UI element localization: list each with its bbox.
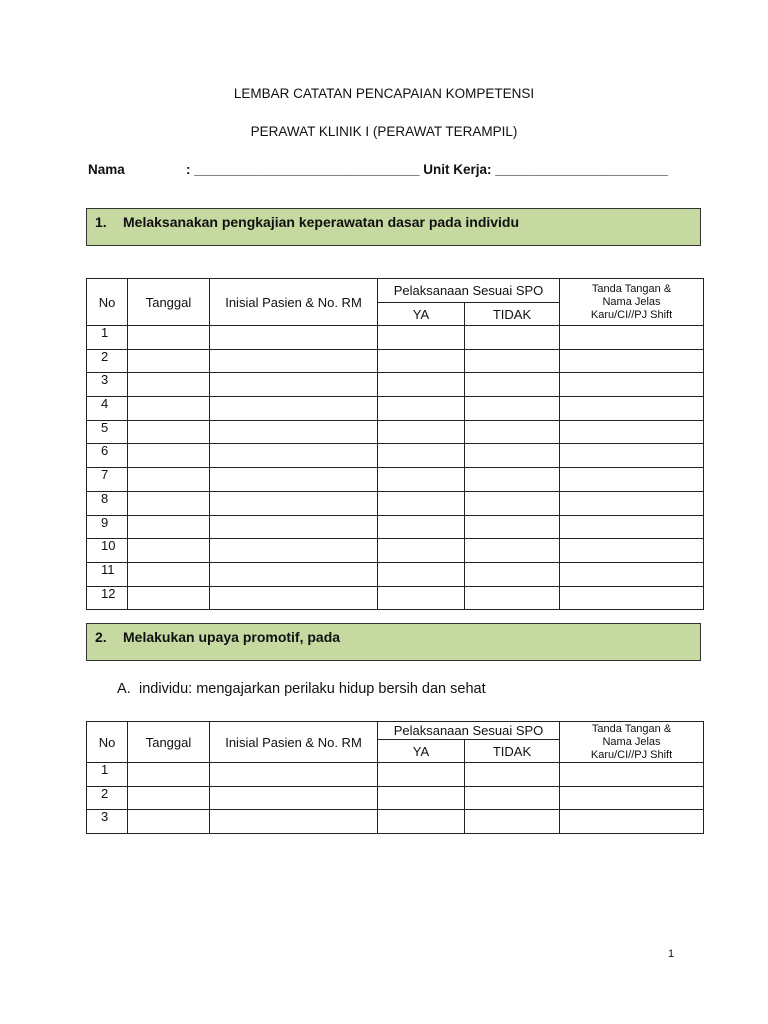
- unit-field[interactable]: : _______________________: [487, 162, 668, 177]
- section-2-heading: [86, 623, 701, 661]
- tidak-cell[interactable]: [465, 397, 560, 421]
- tanda-cell[interactable]: [560, 397, 704, 421]
- table-row: [87, 373, 704, 397]
- tanggal-cell[interactable]: [128, 491, 210, 515]
- header-pelaksanaan: Pelaksanaan Sesuai SPO: [378, 722, 560, 740]
- tanggal-cell[interactable]: [128, 810, 210, 834]
- tidak-cell[interactable]: [465, 468, 560, 492]
- tanda-cell[interactable]: [560, 586, 704, 610]
- tidak-cell[interactable]: [465, 444, 560, 468]
- tanggal-cell[interactable]: [128, 786, 210, 810]
- table-row: [87, 810, 704, 834]
- tanda-cell[interactable]: [560, 515, 704, 539]
- header-inisial: Inisial Pasien & No. RM: [210, 722, 378, 763]
- section-2-number: 2.: [95, 629, 107, 645]
- ya-cell[interactable]: [378, 349, 465, 373]
- header-ya: YA: [378, 303, 465, 326]
- ya-cell[interactable]: [378, 786, 465, 810]
- inisial-cell[interactable]: [210, 349, 378, 373]
- header-ya: YA: [378, 740, 465, 763]
- header-tanda: [560, 722, 704, 763]
- inisial-cell[interactable]: [210, 491, 378, 515]
- tanggal-cell[interactable]: [128, 444, 210, 468]
- tidak-cell[interactable]: [465, 786, 560, 810]
- section-2a-letter: A.: [117, 681, 131, 697]
- row-number: 7: [87, 468, 128, 492]
- tanda-cell[interactable]: [560, 349, 704, 373]
- tidak-cell[interactable]: [465, 515, 560, 539]
- tanda-cell[interactable]: [560, 326, 704, 350]
- name-label: Nama: [88, 162, 125, 177]
- row-number: 2: [87, 349, 128, 373]
- section-2a-text: individu: mengajarkan perilaku hidup bersih dan sehat: [139, 681, 486, 697]
- inisial-cell[interactable]: [210, 397, 378, 421]
- ya-cell[interactable]: [378, 468, 465, 492]
- ya-cell[interactable]: [378, 444, 465, 468]
- inisial-cell[interactable]: [210, 515, 378, 539]
- inisial-cell[interactable]: [210, 786, 378, 810]
- ya-cell[interactable]: [378, 420, 465, 444]
- row-number: 5: [87, 420, 128, 444]
- tidak-cell[interactable]: [465, 539, 560, 563]
- inisial-cell[interactable]: [210, 468, 378, 492]
- competency-table-2: [86, 721, 704, 834]
- tanggal-cell[interactable]: [128, 326, 210, 350]
- table-row: [87, 420, 704, 444]
- inisial-cell[interactable]: [210, 539, 378, 563]
- tidak-cell[interactable]: [465, 562, 560, 586]
- header-tanda-line2: Nama Jelas: [602, 735, 661, 748]
- ya-cell[interactable]: [378, 763, 465, 787]
- tanda-cell[interactable]: [560, 786, 704, 810]
- ya-cell[interactable]: [378, 586, 465, 610]
- header-tanggal: Tanggal: [128, 722, 210, 763]
- ya-cell[interactable]: [378, 515, 465, 539]
- table-row: [87, 349, 704, 373]
- tidak-cell[interactable]: [465, 373, 560, 397]
- tanggal-cell[interactable]: [128, 349, 210, 373]
- header-tanda: [560, 279, 704, 326]
- tanggal-cell[interactable]: [128, 468, 210, 492]
- ya-cell[interactable]: [378, 397, 465, 421]
- section-1-heading: [86, 208, 701, 246]
- row-number: 2: [87, 786, 128, 810]
- tanda-cell[interactable]: [560, 539, 704, 563]
- tidak-cell[interactable]: [465, 349, 560, 373]
- section-1-text: Melaksanakan pengkajian keperawatan dasar pada individu: [123, 214, 520, 230]
- competency-table-1: [86, 278, 704, 610]
- ya-cell[interactable]: [378, 562, 465, 586]
- inisial-cell[interactable]: [210, 326, 378, 350]
- inisial-cell[interactable]: [210, 586, 378, 610]
- section-2-text: Melakukan upaya promotif, pada: [123, 629, 341, 645]
- inisial-cell[interactable]: [210, 420, 378, 444]
- section-2a-line: [117, 681, 486, 697]
- ya-cell[interactable]: [378, 373, 465, 397]
- tanda-cell[interactable]: [560, 763, 704, 787]
- ya-cell[interactable]: [378, 810, 465, 834]
- tanda-cell[interactable]: [560, 420, 704, 444]
- tanda-cell[interactable]: [560, 373, 704, 397]
- table-row: [87, 562, 704, 586]
- row-number: 6: [87, 444, 128, 468]
- section-1-number: 1.: [95, 214, 107, 230]
- tanggal-cell[interactable]: [128, 373, 210, 397]
- tanggal-cell[interactable]: [128, 515, 210, 539]
- row-number: 3: [87, 373, 128, 397]
- name-unit-row: [88, 162, 668, 177]
- tidak-cell[interactable]: [465, 420, 560, 444]
- table-row: [87, 491, 704, 515]
- header-tanda-line2: Nama Jelas: [602, 295, 661, 308]
- tidak-cell[interactable]: [465, 763, 560, 787]
- table-1-body: [87, 326, 704, 610]
- row-number: 12: [87, 586, 128, 610]
- inisial-cell[interactable]: [210, 444, 378, 468]
- name-field[interactable]: : ______________________________: [186, 162, 420, 177]
- document-subtitle: PERAWAT KLINIK I (PERAWAT TERAMPIL): [250, 124, 518, 139]
- ya-cell[interactable]: [378, 491, 465, 515]
- header-no: No: [87, 279, 128, 326]
- tanda-cell[interactable]: [560, 468, 704, 492]
- unit-label: Unit Kerja: [423, 162, 488, 177]
- tanda-cell[interactable]: [560, 562, 704, 586]
- tanggal-cell[interactable]: [128, 586, 210, 610]
- tidak-cell[interactable]: [465, 810, 560, 834]
- header-tanda-line1: Tanda Tangan &: [591, 282, 672, 295]
- tanda-cell[interactable]: [560, 810, 704, 834]
- table-row: [87, 786, 704, 810]
- tanggal-cell[interactable]: [128, 562, 210, 586]
- row-number: 11: [87, 562, 128, 586]
- row-number: 4: [87, 397, 128, 421]
- header-tanggal: Tanggal: [128, 279, 210, 326]
- row-number: 1: [87, 763, 128, 787]
- inisial-cell[interactable]: [210, 763, 378, 787]
- tanda-cell[interactable]: [560, 444, 704, 468]
- table-row: [87, 444, 704, 468]
- page-number: 1: [668, 948, 675, 960]
- row-number: 9: [87, 515, 128, 539]
- row-number: 8: [87, 491, 128, 515]
- table-row: [87, 326, 704, 350]
- header-tanda-line3: Karu/CI//PJ Shift: [590, 308, 673, 321]
- table-2-body: [87, 763, 704, 834]
- header-no: No: [87, 722, 128, 763]
- tidak-cell[interactable]: [465, 491, 560, 515]
- header-tidak: TIDAK: [465, 303, 560, 326]
- header-tidak: TIDAK: [465, 740, 560, 763]
- tanda-cell[interactable]: [560, 491, 704, 515]
- table-row: [87, 515, 704, 539]
- inisial-cell[interactable]: [210, 562, 378, 586]
- tanggal-cell[interactable]: [128, 539, 210, 563]
- document-title: LEMBAR CATATAN PENCAPAIAN KOMPETENSI: [233, 86, 535, 101]
- inisial-cell[interactable]: [210, 373, 378, 397]
- tidak-cell[interactable]: [465, 326, 560, 350]
- ya-cell[interactable]: [378, 539, 465, 563]
- ya-cell[interactable]: [378, 326, 465, 350]
- row-number: 3: [87, 810, 128, 834]
- table-row: [87, 468, 704, 492]
- tanggal-cell[interactable]: [128, 763, 210, 787]
- tanggal-cell[interactable]: [128, 397, 210, 421]
- table-row: [87, 397, 704, 421]
- header-tanda-line1: Tanda Tangan &: [591, 722, 672, 735]
- row-number: 1: [87, 326, 128, 350]
- table-row: [87, 763, 704, 787]
- inisial-cell[interactable]: [210, 810, 378, 834]
- header-pelaksanaan: Pelaksanaan Sesuai SPO: [378, 279, 560, 303]
- tidak-cell[interactable]: [465, 586, 560, 610]
- table-row: [87, 586, 704, 610]
- header-tanda-line3: Karu/CI//PJ Shift: [590, 748, 673, 761]
- row-number: 10: [87, 539, 128, 563]
- table-row: [87, 539, 704, 563]
- tanggal-cell[interactable]: [128, 420, 210, 444]
- header-inisial: Inisial Pasien & No. RM: [210, 279, 378, 326]
